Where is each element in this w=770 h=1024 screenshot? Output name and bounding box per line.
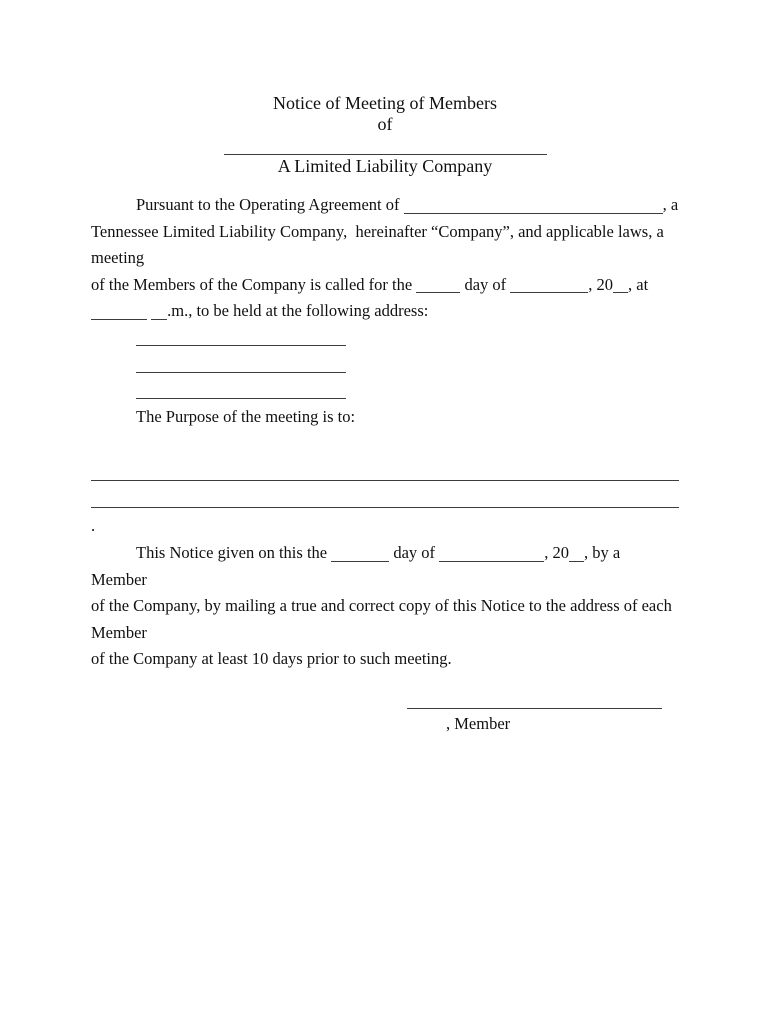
text-run: Notice of Meeting of Members — [273, 93, 497, 113]
purpose-fill-lines — [91, 460, 679, 540]
text-run: , 20 — [544, 543, 569, 562]
title-line-2 — [91, 114, 679, 135]
text-run: , a — [662, 195, 679, 214]
notice-day-field[interactable] — [331, 548, 389, 562]
meeting-time-field[interactable] — [91, 306, 147, 320]
meeting-year-field[interactable] — [613, 279, 628, 293]
text-line — [91, 192, 679, 219]
text-line — [91, 593, 679, 646]
signature-block — [91, 688, 679, 735]
member-label-line — [446, 714, 679, 734]
document-title — [91, 93, 679, 177]
text-run: The Purpose of the meeting is to: — [136, 407, 356, 426]
intro-paragraph — [91, 192, 679, 325]
text-run: of the Members of the Company is called for the — [91, 274, 417, 294]
address-line-2-field[interactable] — [136, 359, 346, 373]
text-run: , 20 — [588, 274, 614, 294]
title-line-3 — [91, 156, 679, 177]
text-line — [91, 646, 679, 673]
agreement-company-field[interactable] — [404, 200, 663, 214]
address-line-1 — [91, 325, 679, 352]
address-line-3-field[interactable] — [136, 385, 346, 399]
purpose-fill-line-2 — [91, 486, 679, 513]
text-run: A Limited Liability Company — [277, 156, 493, 176]
company-name-field[interactable] — [224, 141, 547, 155]
company-name-line — [91, 135, 679, 156]
text-run: , Member — [446, 714, 511, 733]
signature-line — [407, 688, 679, 715]
meeting-day-field[interactable] — [416, 279, 460, 293]
purpose-fill-line-1 — [91, 460, 679, 487]
text-run: day of — [389, 543, 440, 562]
purpose-line-1-field[interactable] — [91, 467, 679, 481]
period-line — [91, 513, 679, 540]
notice-year-field[interactable] — [569, 548, 584, 562]
text-run: . — [91, 515, 96, 535]
title-line-1 — [91, 93, 679, 114]
text-line — [91, 272, 679, 299]
text-run: Tennessee Limited Liability Company, hereinafter “Company”, and applicable laws, a meeting — [91, 221, 668, 267]
purpose-line-2-field[interactable] — [91, 494, 679, 508]
text-run: of the Company at least 10 days prior to such meeting. — [91, 649, 452, 668]
text-line — [91, 219, 679, 272]
meeting-ampm-field[interactable] — [151, 306, 167, 320]
purpose-label-line — [91, 404, 679, 431]
address-line-3 — [91, 378, 679, 405]
text-run: Pursuant to the Operating Agreement of — [136, 195, 404, 214]
text-run: day of — [460, 274, 511, 294]
text-run: .m., to be held at the following address: — [167, 301, 429, 320]
text-run: , at — [628, 274, 649, 294]
text-run: of the Company, by mailing a true and correct copy of this Notice to the address of each Member — [91, 596, 676, 642]
text-run: of — [377, 114, 393, 134]
text-line — [91, 540, 679, 593]
notice-month-field[interactable] — [439, 548, 544, 562]
purpose-line — [91, 404, 679, 431]
address-line-1-field[interactable] — [136, 332, 346, 346]
text-line — [91, 298, 679, 325]
text-run: This Notice given on this the — [136, 543, 332, 562]
notice-paragraph — [91, 540, 679, 673]
member-signature-field[interactable] — [407, 695, 662, 709]
text-run: , by a Member — [91, 543, 625, 589]
address-line-2 — [91, 351, 679, 378]
address-lines — [91, 325, 679, 405]
meeting-month-field[interactable] — [510, 279, 588, 293]
